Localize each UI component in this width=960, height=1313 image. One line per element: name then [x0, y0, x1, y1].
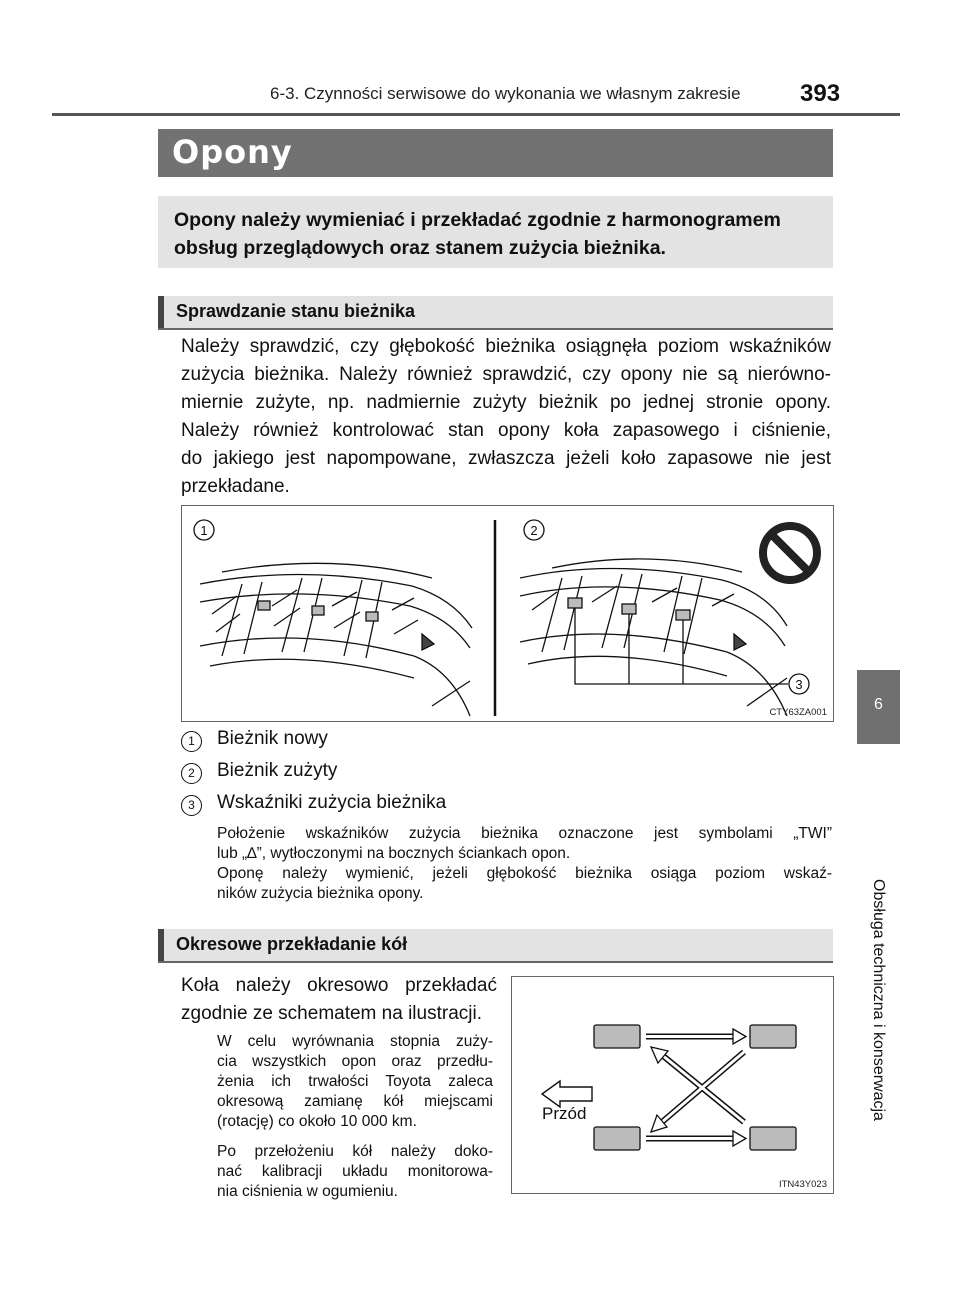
intro-line: obsług przeglądowych oraz stanem zużycia bieżnika. [174, 237, 666, 259]
para-line: zgodnie ze schematem na ilustracji. [181, 1003, 482, 1024]
wheel-front-right [594, 1127, 640, 1150]
legend-text: Wskaźniki zużycia bieżnika [217, 792, 447, 813]
chapter-title: Obsługa techniczna i konserwacja [870, 879, 887, 1121]
para-line: zużycia bieżnika. Należy również sprawdzić, czy opony nie są nierówno- [181, 364, 831, 385]
note-line: Oponę należy wymienić, jeżeli głębokość bieżnika osiąga poziom wskaź- [217, 865, 832, 882]
front-label: Przód [542, 1104, 587, 1123]
note-line: (rotację) co około 10 000 km. [217, 1113, 417, 1130]
prohibition-icon [763, 526, 817, 580]
intro-line: Opony należy wymieniać i przekładać zgodnie z harmonogramem [174, 209, 781, 231]
para-line: miernie zużyte, np. nadmiernie zużyty bieżnik po jednej stronie opony. [181, 392, 831, 413]
callout-3: 3 [795, 677, 803, 692]
note-line: W celu wyrównania stopnia zuży- [217, 1033, 493, 1050]
para-line: przekładane. [181, 476, 290, 497]
figure-code: ITN43Y023 [778, 1179, 827, 1190]
note-line: nać kalibracji układu monitorowa- [217, 1163, 493, 1180]
rotation-paragraph [181, 972, 497, 1028]
note-line: Położenie wskaźników zużycia bieżnika oznaczone jest symbolami „TWI” [217, 825, 832, 842]
section-heading-rotation [158, 929, 833, 961]
note-line: nia ciśnienia w ogumieniu. [217, 1183, 398, 1200]
legend-number: 2 [181, 763, 202, 784]
note-line: żenia ich trwałości Toyota zaleca [217, 1073, 493, 1090]
para-line: Koła należy okresowo przekładać [181, 975, 497, 996]
rotation-diagram [512, 977, 833, 1193]
rotation-note-2 [217, 1142, 493, 1202]
intro-text [174, 206, 781, 262]
tread-paragraph [181, 333, 831, 501]
page-title: Opony [172, 133, 293, 171]
intro-box [158, 196, 833, 268]
note-line: ników zużycia bieżnika opony. [217, 885, 424, 902]
wheel-front-left [594, 1025, 640, 1048]
legend-text: Bieżnik zużyty [217, 760, 338, 781]
tread-figure [181, 505, 834, 722]
callout-2: 2 [530, 523, 538, 538]
legend-number: 1 [181, 731, 202, 752]
rotation-figure [511, 976, 834, 1194]
wheel-rear-left [750, 1025, 796, 1048]
note-line: Po przełożeniu kół należy doko- [217, 1143, 493, 1160]
note-line: cia wszystkich opon oraz przedłu- [217, 1053, 493, 1070]
rotation-note-1 [217, 1032, 493, 1132]
chapter-number: 6 [874, 696, 883, 713]
para-line: Należy sprawdzić, czy głębokość bieżnika osiągnęła poziom wskaźników [181, 336, 831, 357]
wheel-rear-right [750, 1127, 796, 1150]
para-line: do jakiego jest napompowane, zwłaszcza jeżeli koło zapasowe nie jest [181, 448, 831, 469]
section-heading-tread [158, 296, 833, 328]
note-line: okresową zamianę kół miejscami [217, 1093, 493, 1110]
para-line: Należy również kontrolować stan opony koła zapasowego i ciśnienie, [181, 420, 831, 441]
callout-1: 1 [200, 523, 208, 538]
page-title-bar [158, 129, 833, 177]
header-rule [52, 113, 900, 116]
tread-note [217, 824, 832, 904]
page-number: 393 [800, 80, 841, 107]
figure-code: CTY63ZA001 [769, 707, 827, 718]
note-line: lub „∆”, wytłoczonymi na bocznych ściankach opon. [217, 845, 571, 862]
section-heading-text: Sprawdzanie stanu bieżnika [176, 301, 416, 321]
chapter-tab [857, 670, 900, 744]
section-header: 6-3. Czynności serwisowe do wykonania we własnym zakresie [270, 84, 741, 103]
legend-number: 3 [181, 795, 202, 816]
tread-illustration [182, 506, 833, 721]
section-heading-text: Okresowe przekładanie kół [176, 934, 408, 954]
legend-text: Bieżnik nowy [217, 728, 328, 749]
